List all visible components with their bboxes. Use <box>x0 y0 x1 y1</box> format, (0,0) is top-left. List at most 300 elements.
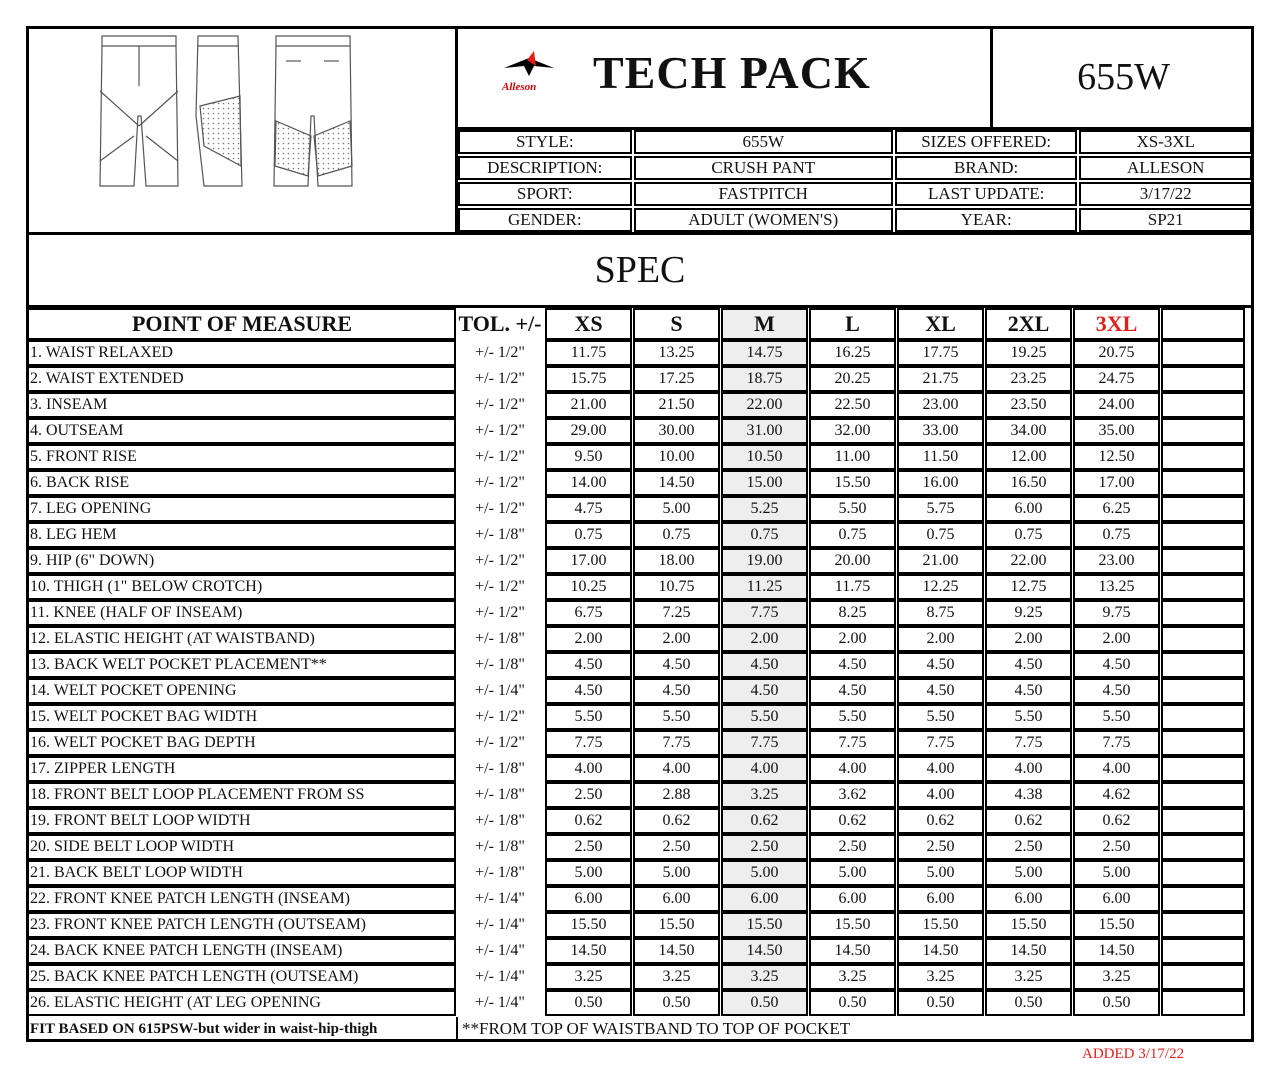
size-value: 0.75 <box>809 522 896 548</box>
size-value: 0.75 <box>897 522 984 548</box>
size-value: 4.50 <box>897 678 984 704</box>
size-value: 6.00 <box>809 886 896 912</box>
size-value: 32.00 <box>809 418 896 444</box>
size-value: 23.00 <box>1073 548 1160 574</box>
table-row <box>28 392 1252 418</box>
size-value: 14.50 <box>721 938 808 964</box>
pocket-note: **FROM TOP OF WAISTBAND TO TOP OF POCKET <box>462 1019 851 1038</box>
size-value: 0.50 <box>545 990 632 1016</box>
column-header: L <box>809 308 896 340</box>
size-value: 6.00 <box>545 886 632 912</box>
tolerance: +/- 1/2" <box>475 396 525 413</box>
size-value: 15.75 <box>545 366 632 392</box>
table-row <box>28 496 1252 522</box>
table-row <box>28 964 1252 990</box>
spec-table <box>28 308 1252 1016</box>
tolerance: +/- 1/8" <box>475 838 525 855</box>
size-value: 4.50 <box>809 678 896 704</box>
size-value: 11.75 <box>545 340 632 366</box>
size-value: 0.75 <box>985 522 1072 548</box>
size-value: 9.25 <box>985 600 1072 626</box>
size-value: 0.62 <box>633 808 720 834</box>
column-header: XL <box>897 308 984 340</box>
blank-cell <box>1161 522 1245 548</box>
size-value: 6.00 <box>897 886 984 912</box>
svg-text:Alleson: Alleson <box>502 81 537 93</box>
point-of-measure: 22. FRONT KNEE PATCH LENGTH (INSEAM) <box>28 886 456 912</box>
size-value: 14.50 <box>809 938 896 964</box>
table-row <box>28 366 1252 392</box>
size-value: 16.25 <box>809 340 896 366</box>
size-value: 5.00 <box>545 860 632 886</box>
size-value: 17.75 <box>897 340 984 366</box>
info-value: FASTPITCH <box>634 182 893 206</box>
blank-cell <box>1161 626 1245 652</box>
size-value: 14.50 <box>985 938 1072 964</box>
point-of-measure: 19. FRONT BELT LOOP WIDTH <box>28 808 456 834</box>
table-row <box>28 808 1252 834</box>
point-of-measure: 24. BACK KNEE PATCH LENGTH (INSEAM) <box>28 938 456 964</box>
info-value2: ALLESON <box>1079 156 1252 180</box>
size-value: 3.62 <box>809 782 896 808</box>
tolerance: +/- 1/8" <box>475 656 525 673</box>
point-of-measure: 6. BACK RISE <box>28 470 456 496</box>
size-value: 15.50 <box>633 912 720 938</box>
size-value: 7.75 <box>809 730 896 756</box>
size-value: 15.50 <box>809 912 896 938</box>
info-label: DESCRIPTION: <box>458 156 632 180</box>
size-value: 0.50 <box>809 990 896 1016</box>
size-value: 21.50 <box>633 392 720 418</box>
size-value: 7.75 <box>633 730 720 756</box>
size-value: 9.75 <box>1073 600 1160 626</box>
blank-cell <box>1161 678 1245 704</box>
size-value: 0.75 <box>633 522 720 548</box>
point-of-measure: 2. WAIST EXTENDED <box>28 366 456 392</box>
size-value: 0.62 <box>545 808 632 834</box>
size-value: 14.00 <box>545 470 632 496</box>
tolerance: +/- 1/4" <box>475 890 525 907</box>
info-row <box>458 130 1254 156</box>
blank-cell <box>1161 938 1245 964</box>
size-value: 18.00 <box>633 548 720 574</box>
table-row <box>28 860 1252 886</box>
size-value: 2.00 <box>721 626 808 652</box>
size-value: 0.50 <box>1073 990 1160 1016</box>
alleson-logo-icon <box>494 46 564 106</box>
table-row <box>28 470 1252 496</box>
tolerance: +/- 1/4" <box>475 942 525 959</box>
size-value: 7.75 <box>545 730 632 756</box>
footer <box>28 1017 1252 1041</box>
point-of-measure: 17. ZIPPER LENGTH <box>28 756 456 782</box>
size-value: 5.00 <box>809 860 896 886</box>
blank-cell <box>1161 418 1245 444</box>
size-value: 0.50 <box>985 990 1072 1016</box>
size-value: 5.25 <box>721 496 808 522</box>
point-of-measure: 11. KNEE (HALF OF INSEAM) <box>28 600 456 626</box>
tolerance: +/- 1/2" <box>475 370 525 387</box>
added-note: ADDED 3/17/22 <box>1082 1046 1185 1062</box>
size-value: 22.00 <box>721 392 808 418</box>
size-value: 3.25 <box>985 964 1072 990</box>
size-value: 4.62 <box>1073 782 1160 808</box>
blank-cell <box>1161 600 1245 626</box>
size-value: 0.62 <box>809 808 896 834</box>
size-value: 16.50 <box>985 470 1072 496</box>
info-label2: BRAND: <box>895 156 1078 180</box>
size-value: 4.50 <box>897 652 984 678</box>
size-value: 3.25 <box>545 964 632 990</box>
size-value: 15.50 <box>985 912 1072 938</box>
blank-cell <box>1161 834 1245 860</box>
size-value: 15.50 <box>897 912 984 938</box>
size-value: 4.00 <box>721 756 808 782</box>
size-value: 11.50 <box>897 444 984 470</box>
size-value: 0.50 <box>633 990 720 1016</box>
size-value: 19.25 <box>985 340 1072 366</box>
point-of-measure: 8. LEG HEM <box>28 522 456 548</box>
info-label: SPORT: <box>458 182 632 206</box>
tolerance: +/- 1/4" <box>475 916 525 933</box>
size-value: 2.00 <box>809 626 896 652</box>
size-value: 14.50 <box>633 938 720 964</box>
blank-cell <box>1161 782 1245 808</box>
size-value: 14.50 <box>897 938 984 964</box>
column-header: M <box>721 308 808 340</box>
size-value: 5.00 <box>985 860 1072 886</box>
table-row <box>28 444 1252 470</box>
blank-cell <box>1161 496 1245 522</box>
size-value: 4.00 <box>1073 756 1160 782</box>
size-value: 18.75 <box>721 366 808 392</box>
sketch-area <box>26 26 458 235</box>
point-of-measure: 25. BACK KNEE PATCH LENGTH (OUTSEAM) <box>28 964 456 990</box>
table-row <box>28 678 1252 704</box>
size-value: 0.50 <box>721 990 808 1016</box>
point-of-measure: 23. FRONT KNEE PATCH LENGTH (OUTSEAM) <box>28 912 456 938</box>
size-value: 34.00 <box>985 418 1072 444</box>
size-value: 23.25 <box>985 366 1072 392</box>
pant-side-sketch-icon <box>196 36 242 186</box>
size-value: 2.50 <box>545 782 632 808</box>
spec-title: SPEC <box>26 232 1254 308</box>
size-value: 0.75 <box>545 522 632 548</box>
point-of-measure: 14. WELT POCKET OPENING <box>28 678 456 704</box>
size-value: 4.00 <box>897 782 984 808</box>
point-of-measure: 4. OUTSEAM <box>28 418 456 444</box>
size-value: 4.50 <box>1073 652 1160 678</box>
size-value: 2.88 <box>633 782 720 808</box>
size-value: 2.00 <box>545 626 632 652</box>
point-of-measure: 10. THIGH (1" BELOW CROTCH) <box>28 574 456 600</box>
tolerance: +/- 1/2" <box>475 604 525 621</box>
size-value: 10.00 <box>633 444 720 470</box>
tolerance: +/- 1/4" <box>475 994 525 1011</box>
size-value: 4.50 <box>633 678 720 704</box>
size-value: 22.00 <box>985 548 1072 574</box>
size-value: 15.50 <box>809 470 896 496</box>
size-value: 2.00 <box>633 626 720 652</box>
size-value: 14.50 <box>1073 938 1160 964</box>
size-value: 2.00 <box>897 626 984 652</box>
blank-cell <box>1161 964 1245 990</box>
size-value: 4.50 <box>545 678 632 704</box>
size-value: 5.50 <box>545 704 632 730</box>
size-value: 4.38 <box>985 782 1072 808</box>
size-value: 5.00 <box>721 860 808 886</box>
info-value: CRUSH PANT <box>634 156 893 180</box>
size-value: 4.50 <box>985 652 1072 678</box>
tolerance: +/- 1/8" <box>475 786 525 803</box>
size-value: 2.00 <box>985 626 1072 652</box>
point-of-measure: 9. HIP (6" DOWN) <box>28 548 456 574</box>
table-row <box>28 912 1252 938</box>
point-of-measure: 12. ELASTIC HEIGHT (AT WAISTBAND) <box>28 626 456 652</box>
table-header-row <box>28 308 1252 340</box>
size-value: 7.75 <box>721 600 808 626</box>
blank-cell <box>1161 548 1245 574</box>
table-row <box>28 834 1252 860</box>
table-row <box>28 548 1252 574</box>
blank-cell <box>1161 444 1245 470</box>
tolerance: +/- 1/2" <box>475 344 525 361</box>
size-value: 0.62 <box>897 808 984 834</box>
table-row <box>28 886 1252 912</box>
size-value: 24.75 <box>1073 366 1160 392</box>
size-value: 21.75 <box>897 366 984 392</box>
point-of-measure: 1. WAIST RELAXED <box>28 340 456 366</box>
blank-cell <box>1161 704 1245 730</box>
size-value: 12.00 <box>985 444 1072 470</box>
size-value: 3.25 <box>809 964 896 990</box>
size-value: 3.25 <box>897 964 984 990</box>
size-value: 11.25 <box>721 574 808 600</box>
point-of-measure: 15. WELT POCKET BAG WIDTH <box>28 704 456 730</box>
info-label2: YEAR: <box>895 208 1078 232</box>
tolerance: +/- 1/2" <box>475 578 525 595</box>
size-value: 11.75 <box>809 574 896 600</box>
blank-cell <box>1161 912 1245 938</box>
table-row <box>28 418 1252 444</box>
column-header: XS <box>545 308 632 340</box>
size-value: 2.50 <box>985 834 1072 860</box>
blank-cell <box>1161 886 1245 912</box>
size-value: 7.25 <box>633 600 720 626</box>
tolerance: +/- 1/4" <box>475 682 525 699</box>
size-value: 7.75 <box>985 730 1072 756</box>
size-value: 23.50 <box>985 392 1072 418</box>
table-row <box>28 990 1252 1016</box>
size-value: 15.50 <box>1073 912 1160 938</box>
point-of-measure: 3. INSEAM <box>28 392 456 418</box>
tolerance: +/- 1/8" <box>475 864 525 881</box>
size-value: 20.75 <box>1073 340 1160 366</box>
size-value: 4.50 <box>721 678 808 704</box>
info-row <box>458 156 1254 182</box>
tolerance: +/- 1/2" <box>475 422 525 439</box>
blank-cell <box>1161 574 1245 600</box>
size-value: 2.50 <box>633 834 720 860</box>
tolerance: +/- 1/2" <box>475 708 525 725</box>
size-value: 3.25 <box>721 964 808 990</box>
size-value: 7.75 <box>897 730 984 756</box>
blank-cell <box>1161 730 1245 756</box>
info-value2: XS-3XL <box>1079 130 1252 154</box>
size-value: 31.00 <box>721 418 808 444</box>
size-value: 19.00 <box>721 548 808 574</box>
info-value: 655W <box>634 130 893 154</box>
size-value: 2.00 <box>1073 626 1160 652</box>
size-value: 4.50 <box>985 678 1072 704</box>
size-value: 9.50 <box>545 444 632 470</box>
size-value: 0.75 <box>721 522 808 548</box>
size-value: 12.75 <box>985 574 1072 600</box>
size-value: 7.75 <box>721 730 808 756</box>
size-value: 3.25 <box>721 782 808 808</box>
column-header: POINT OF MEASURE <box>28 308 456 340</box>
table-row <box>28 574 1252 600</box>
blank-cell <box>1161 652 1245 678</box>
size-value: 11.00 <box>809 444 896 470</box>
column-header: 3XL <box>1073 308 1160 340</box>
size-value: 4.75 <box>545 496 632 522</box>
point-of-measure: 13. BACK WELT POCKET PLACEMENT** <box>28 652 456 678</box>
pant-back-sketch-icon <box>274 36 352 186</box>
table-row <box>28 522 1252 548</box>
size-value: 2.50 <box>897 834 984 860</box>
size-value: 15.50 <box>721 912 808 938</box>
size-value: 5.00 <box>633 860 720 886</box>
size-value: 20.00 <box>809 548 896 574</box>
header <box>26 26 1254 235</box>
tolerance: +/- 1/8" <box>475 526 525 543</box>
size-value: 29.00 <box>545 418 632 444</box>
blank-cell <box>1161 756 1245 782</box>
size-value: 17.00 <box>1073 470 1160 496</box>
point-of-measure: 20. SIDE BELT LOOP WIDTH <box>28 834 456 860</box>
info-value: ADULT (WOMEN'S) <box>634 208 893 232</box>
tolerance: +/- 1/2" <box>475 500 525 517</box>
size-value: 10.75 <box>633 574 720 600</box>
size-value: 13.25 <box>633 340 720 366</box>
size-value: 16.00 <box>897 470 984 496</box>
size-value: 6.00 <box>985 886 1072 912</box>
size-value: 5.50 <box>809 704 896 730</box>
size-value: 15.00 <box>721 470 808 496</box>
size-value: 2.50 <box>545 834 632 860</box>
size-value: 14.50 <box>545 938 632 964</box>
size-value: 8.25 <box>809 600 896 626</box>
size-value: 5.50 <box>897 704 984 730</box>
size-value: 6.00 <box>721 886 808 912</box>
blank-cell <box>1161 340 1245 366</box>
size-value: 4.00 <box>897 756 984 782</box>
size-value: 3.25 <box>633 964 720 990</box>
title-cell <box>458 26 993 130</box>
blank-cell <box>1161 860 1245 886</box>
info-label: STYLE: <box>458 130 632 154</box>
tolerance: +/- 1/8" <box>475 812 525 829</box>
size-value: 3.25 <box>1073 964 1160 990</box>
size-value: 10.50 <box>721 444 808 470</box>
size-value: 22.50 <box>809 392 896 418</box>
size-value: 5.50 <box>985 704 1072 730</box>
pant-front-sketch-icon <box>100 36 178 186</box>
tolerance: +/- 1/4" <box>475 968 525 985</box>
size-value: 4.00 <box>809 756 896 782</box>
size-value: 0.62 <box>985 808 1072 834</box>
info-value2: SP21 <box>1079 208 1252 232</box>
size-value: 5.00 <box>1073 860 1160 886</box>
info-row <box>458 182 1254 208</box>
size-value: 33.00 <box>897 418 984 444</box>
size-value: 4.50 <box>809 652 896 678</box>
size-value: 30.00 <box>633 418 720 444</box>
fit-note: FIT BASED ON 615PSW-but wider in waist-hip-thigh <box>28 1017 458 1041</box>
blank-cell <box>1161 366 1245 392</box>
blank-cell <box>1161 470 1245 496</box>
column-header: 2XL <box>985 308 1072 340</box>
size-value: 7.75 <box>1073 730 1160 756</box>
size-value: 4.00 <box>545 756 632 782</box>
column-header: TOL. +/- <box>458 311 542 336</box>
size-value: 6.75 <box>545 600 632 626</box>
size-value: 10.25 <box>545 574 632 600</box>
info-label2: SIZES OFFERED: <box>895 130 1078 154</box>
tolerance: +/- 1/8" <box>475 630 525 647</box>
table-row <box>28 730 1252 756</box>
size-value: 4.50 <box>721 652 808 678</box>
size-value: 14.75 <box>721 340 808 366</box>
size-value: 6.00 <box>1073 886 1160 912</box>
size-value: 4.00 <box>633 756 720 782</box>
info-value2: 3/17/22 <box>1079 182 1252 206</box>
point-of-measure: 21. BACK BELT LOOP WIDTH <box>28 860 456 886</box>
size-value: 2.50 <box>721 834 808 860</box>
size-value: 24.00 <box>1073 392 1160 418</box>
size-value: 0.62 <box>721 808 808 834</box>
blank-cell <box>1161 808 1245 834</box>
size-value: 15.50 <box>545 912 632 938</box>
size-value: 8.75 <box>897 600 984 626</box>
tolerance: +/- 1/2" <box>475 552 525 569</box>
info-row <box>458 208 1254 234</box>
size-value: 4.50 <box>633 652 720 678</box>
page-title: TECH PACK <box>593 47 871 98</box>
size-value: 5.50 <box>1073 704 1160 730</box>
size-value: 0.75 <box>1073 522 1160 548</box>
size-value: 35.00 <box>1073 418 1160 444</box>
point-of-measure: 7. LEG OPENING <box>28 496 456 522</box>
size-value: 5.00 <box>633 496 720 522</box>
tolerance: +/- 1/2" <box>475 734 525 751</box>
size-value: 0.62 <box>1073 808 1160 834</box>
size-value: 14.50 <box>633 470 720 496</box>
size-value: 4.50 <box>545 652 632 678</box>
size-value: 2.50 <box>809 834 896 860</box>
size-value: 23.00 <box>897 392 984 418</box>
tolerance: +/- 1/2" <box>475 448 525 465</box>
size-value: 5.75 <box>897 496 984 522</box>
point-of-measure: 5. FRONT RISE <box>28 444 456 470</box>
size-value: 6.00 <box>633 886 720 912</box>
size-value: 5.50 <box>721 704 808 730</box>
size-value: 21.00 <box>897 548 984 574</box>
blank-cell <box>1161 990 1245 1016</box>
point-of-measure: 16. WELT POCKET BAG DEPTH <box>28 730 456 756</box>
size-value: 12.25 <box>897 574 984 600</box>
